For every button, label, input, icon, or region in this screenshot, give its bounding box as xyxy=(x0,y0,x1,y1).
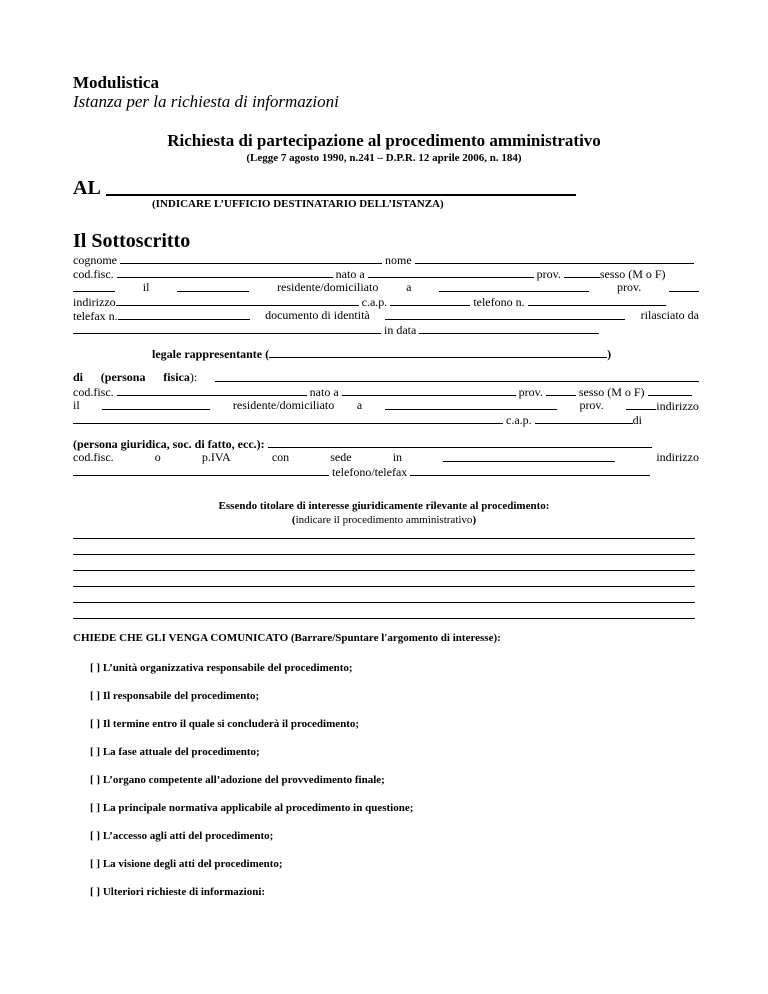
checkbox[interactable]: [ ] xyxy=(90,886,101,898)
label-il: il xyxy=(142,280,150,294)
label-pf-a: a xyxy=(356,398,363,412)
row-pf-indirizzo xyxy=(73,412,699,427)
pg-sede-field[interactable] xyxy=(443,450,615,462)
persona-giuridica-field[interactable] xyxy=(268,436,652,448)
label-indirizzo: indirizzo xyxy=(73,295,116,309)
pf-birthdate-field[interactable] xyxy=(102,398,210,410)
checkbox[interactable]: [ ] xyxy=(90,802,101,814)
label-nome: nome xyxy=(385,253,412,267)
label-pf-residente: residente/domiciliato xyxy=(232,398,335,412)
label-cognome: cognome xyxy=(73,253,117,267)
label-pg-codfisc: cod.fisc. xyxy=(73,450,114,464)
interesse-line[interactable] xyxy=(73,586,695,587)
request-heading: CHIEDE CHE GLI VENGA COMUNICATO (Barrare/Spuntare l'argomento di interesse): xyxy=(73,632,501,644)
label-codfisc: cod.fisc. xyxy=(73,267,114,281)
row-codfisc xyxy=(73,266,699,281)
recipient-field[interactable] xyxy=(106,194,576,196)
request-option[interactable]: [ ] Il termine entro il quale si concluderà il procedimento; xyxy=(90,718,360,730)
row-pg-indirizzo xyxy=(73,464,699,479)
row-legale xyxy=(152,346,611,362)
interesse-line[interactable] xyxy=(73,554,695,555)
section-title: Il Sottoscritto xyxy=(73,230,191,252)
label-pf-nato-a: nato a xyxy=(309,385,339,399)
request-option[interactable]: [ ] Ulteriori richieste di informazioni: xyxy=(90,886,266,898)
prov-field[interactable] xyxy=(564,266,600,278)
interesse-line[interactable] xyxy=(73,618,695,619)
label-pg-con: con xyxy=(271,450,290,464)
issuer-field[interactable] xyxy=(73,322,381,334)
pf-codfisc-field[interactable] xyxy=(117,384,307,396)
request-option[interactable]: [ ] La visione degli atti del procedimento; xyxy=(90,858,283,870)
label-pf-codfisc: cod.fisc. xyxy=(73,385,114,399)
address-field[interactable] xyxy=(116,294,359,306)
label-pg-in: in xyxy=(392,450,403,464)
label-prov-2: prov. xyxy=(617,280,642,294)
header-subtitle: Istanza per la richiesta di informazioni xyxy=(73,92,339,111)
label-di: di xyxy=(73,370,84,384)
label-pf-il: il xyxy=(73,398,80,412)
label-cap: c.a.p. xyxy=(361,295,388,309)
row-pf-codfisc xyxy=(73,384,699,399)
row-in-data xyxy=(73,322,699,337)
label-telefax: telefax n. xyxy=(73,309,118,323)
pf-birthplace-field[interactable] xyxy=(342,384,516,396)
row-documento xyxy=(73,308,699,323)
cognome-field[interactable] xyxy=(120,252,382,264)
label-a: a xyxy=(406,280,412,294)
interesse-hint: (indicare il procedimento amministrativo) xyxy=(291,514,477,526)
pg-phone-field[interactable] xyxy=(410,464,650,476)
label-in-data: in data xyxy=(384,323,417,337)
pf-prov-field[interactable] xyxy=(546,384,576,396)
label-pg-colon: ): xyxy=(256,437,265,451)
checkbox[interactable]: [ ] xyxy=(90,662,101,674)
nome-field[interactable] xyxy=(415,252,694,264)
label-colon: ): xyxy=(189,370,198,384)
form-title: Richiesta di partecipazione al procedimento amministrativo xyxy=(167,131,601,150)
persona-fisica-field[interactable] xyxy=(215,370,699,382)
label-pg-indirizzo: indirizzo xyxy=(656,450,699,464)
label-legale: legale rappresentante ( xyxy=(152,347,270,361)
residence-prov-field[interactable] xyxy=(669,280,699,292)
legale-field[interactable] xyxy=(269,346,607,358)
issue-date-field[interactable] xyxy=(419,322,599,334)
request-option[interactable]: [ ] La principale normativa applicabile al procedimento in questione; xyxy=(90,802,414,814)
interesse-line[interactable] xyxy=(73,538,695,539)
fax-field[interactable] xyxy=(118,308,250,320)
pf-address-field[interactable] xyxy=(73,412,503,424)
row-indirizzo xyxy=(73,294,699,309)
label-pg-o: o xyxy=(154,450,161,464)
label-pf-prov-2: prov. xyxy=(579,398,604,412)
pf-residence-field[interactable] xyxy=(385,398,557,410)
label-pg-telefono: telefono/telefax xyxy=(332,465,408,479)
cap-field[interactable] xyxy=(390,294,470,306)
request-option[interactable]: [ ] L’accesso agli atti del procedimento; xyxy=(90,830,274,842)
row-cognome-nome xyxy=(73,252,699,267)
birthplace-field[interactable] xyxy=(368,266,534,278)
label-pf-prov: prov. xyxy=(518,385,543,399)
header-title: Modulistica xyxy=(73,73,159,92)
label-residente: residente/domiciliato xyxy=(277,280,379,294)
row-residenza xyxy=(73,280,699,294)
request-option[interactable]: [ ] La fase attuale del procedimento; xyxy=(90,746,260,758)
label-pg-sede: sede xyxy=(330,450,352,464)
row-pg-codfisc xyxy=(73,450,699,464)
row-pf-residenza xyxy=(73,398,699,413)
interesse-line[interactable] xyxy=(73,570,695,571)
label-prov: prov. xyxy=(536,267,561,281)
request-option[interactable]: [ ] L’organo competente all’adozione del provvedimento finale; xyxy=(90,774,385,786)
label-fisica: fisica xyxy=(163,370,190,384)
law-reference: (Legge 7 agosto 1990, n.241 – D.P.R. 12 aprile 2006, n. 184) xyxy=(246,152,522,164)
label-pf-sesso: sesso (M o F) xyxy=(578,385,645,399)
birthdate-field[interactable] xyxy=(177,280,249,292)
checkbox[interactable]: [ ] xyxy=(90,858,101,870)
pf-sesso-field[interactable] xyxy=(648,384,692,396)
label-legale-close: ) xyxy=(607,347,612,361)
codfisc-field[interactable] xyxy=(117,266,333,278)
residence-city-field[interactable] xyxy=(439,280,589,292)
pf-residence-prov-field[interactable] xyxy=(626,398,656,410)
interesse-heading: Essendo titolare di interesse giuridicamente rilevante al procedimento: xyxy=(218,500,550,512)
recipient-prefix: AL xyxy=(73,177,101,199)
label-telefono: telefono n. xyxy=(473,295,525,309)
checkbox[interactable]: [ ] xyxy=(90,830,101,842)
label-pf-di: di xyxy=(632,413,642,427)
checkbox[interactable]: [ ] xyxy=(90,774,101,786)
interesse-line[interactable] xyxy=(73,602,695,603)
request-option[interactable]: [ ] Il responsabile del procedimento; xyxy=(90,690,260,702)
checkbox[interactable]: [ ] xyxy=(90,718,101,730)
label-persona: (persona xyxy=(100,370,146,384)
label-pf-indirizzo: indirizzo xyxy=(656,399,699,413)
label-rilasciato: rilasciato da xyxy=(640,308,699,322)
label-nato-a: nato a xyxy=(335,267,365,281)
row-persona-giuridica xyxy=(73,436,699,451)
label-pf-cap: c.a.p. xyxy=(506,413,532,427)
phone-field[interactable] xyxy=(528,294,666,306)
label-sesso: sesso (M o F) xyxy=(599,267,666,281)
label-pg-piva: p.IVA xyxy=(201,450,231,464)
row-persona-fisica xyxy=(73,370,699,384)
checkbox[interactable]: [ ] xyxy=(90,690,101,702)
pg-address-field[interactable] xyxy=(73,464,329,476)
recipient-hint: (INDICARE L’UFFICIO DESTINATARIO DELL’ISTANZA) xyxy=(152,198,444,210)
pf-cap-field[interactable] xyxy=(535,412,633,424)
label-persona-giuridica: (persona giuridica, soc. di fatto, ecc. xyxy=(73,437,257,451)
request-option[interactable]: [ ] L’unità organizzativa responsabile del procedimento; xyxy=(90,662,353,674)
checkbox[interactable]: [ ] xyxy=(90,746,101,758)
document-field[interactable] xyxy=(385,308,625,320)
label-documento: documento di identità xyxy=(265,308,370,322)
sesso-field[interactable] xyxy=(73,280,115,292)
